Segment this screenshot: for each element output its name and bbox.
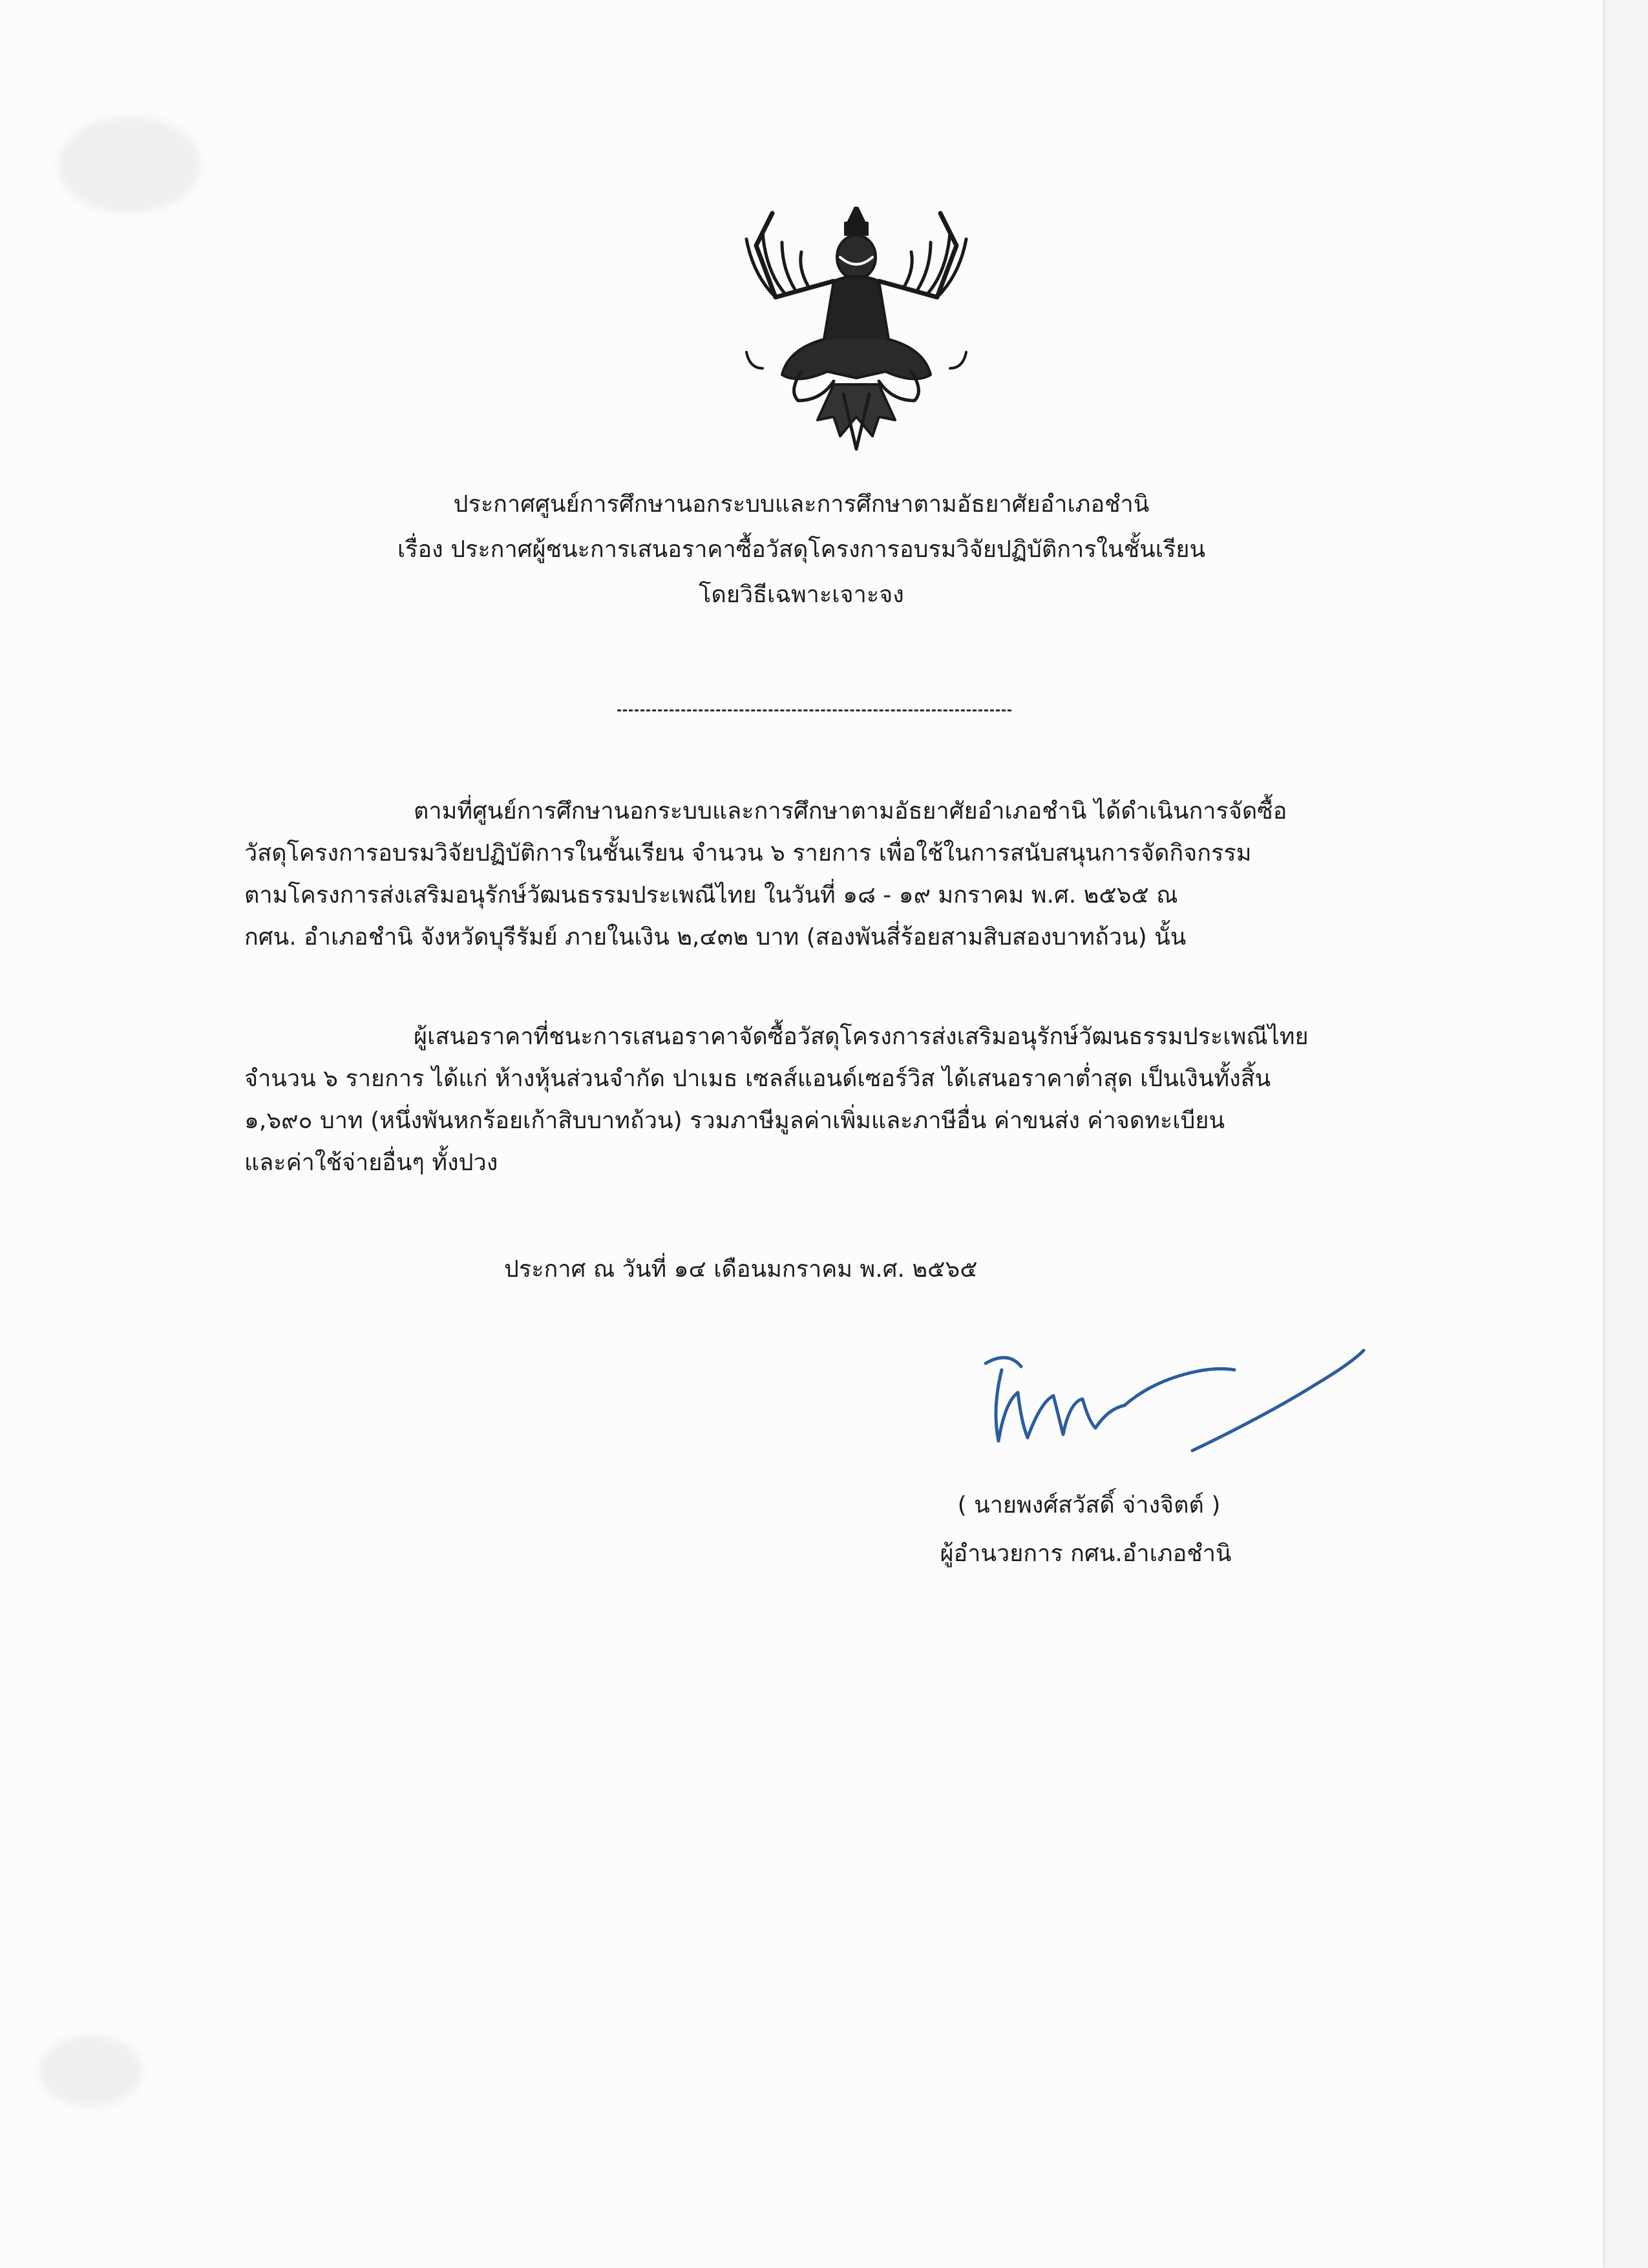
announcement-date: ประกาศ ณ วันที่ ๑๔ เดือนมกราคม พ.ศ. ๒๕๖๕	[504, 1256, 978, 1283]
scan-smudge	[39, 2035, 142, 2106]
dashed-separator	[617, 709, 1011, 711]
paragraph-line: กศน. อำเภอชำนิ จังหวัดบุรีรัมย์ ภายในเงิน ๒,๔๓๒ บาท (สองพันสี่ร้อยสามสิบสองบาทถ้วน) นั้น	[244, 924, 1187, 950]
announcement-header	[0, 489, 1603, 611]
header-subject-line: เรื่อง ประกาศผู้ชนะการเสนอราคาซื้อวัสดุโครงการอบรมวิจัยปฏิบัติการในชั้นเรียน	[397, 536, 1206, 563]
garuda-emblem-icon	[737, 207, 976, 452]
scan-smudge	[58, 116, 200, 213]
paragraph-line: ตามที่ศูนย์การศึกษานอกระบบและการศึกษาตามอัธยาศัยอำเภอชำนิ ได้ดำเนินการจัดซื้อ	[414, 798, 1287, 824]
signatory-name: ( นายพงศ์สวัสดิ์ จ่างจิตต์ )	[957, 1492, 1221, 1518]
body-paragraph-1	[244, 790, 1401, 958]
paragraph-line: และค่าใช้จ่ายอื่นๆ ทั้งปวง	[244, 1150, 498, 1176]
paragraph-line: ตามโครงการส่งเสริมอนุรักษ์วัฒนธรรมประเพณีไทย ในวันที่ ๑๘ - ๑๙ มกราคม พ.ศ. ๒๕๖๕ ณ	[244, 882, 1178, 908]
header-line-1: ประกาศศูนย์การศึกษานอกระบบและการศึกษาตามอัธยาศัยอำเภอชำนิ	[453, 491, 1150, 518]
header-method-line: โดยวิธีเฉพาะเจาะจง	[699, 582, 904, 608]
paragraph-line: ผู้เสนอราคาที่ชนะการเสนอราคาจัดซื้อวัสดุโครงการส่งเสริมอนุรักษ์วัฒนธรรมประเพณีไทย	[414, 1024, 1309, 1050]
signatory-title: ผู้อำนวยการ กศน.อำเภอชำนิ	[940, 1540, 1232, 1567]
body-paragraph-2	[244, 1016, 1401, 1184]
paragraph-line: จำนวน ๖ รายการ ได้แก่ ห้างหุ้นส่วนจำกัด ปาเมธ เซลส์แอนด์เซอร์วิส ได้เสนอราคาต่ำสุด เป็นเงินทั้งสิ้น	[244, 1066, 1271, 1092]
paragraph-line: วัสดุโครงการอบรมวิจัยปฏิบัติการในชั้นเรียน จำนวน ๖ รายการ เพื่อใช้ในการสนับสนุนการจัดกิจกรรม	[244, 840, 1252, 866]
handwritten-signature	[931, 1331, 1370, 1473]
paragraph-line: ๑,๖๙๐ บาท (หนึ่งพันหกร้อยเก้าสิบบาทถ้วน) รวมภาษีมูลค่าเพิ่มและภาษีอื่น ค่าขนส่ง ค่าจดทะเบียน	[244, 1108, 1225, 1134]
